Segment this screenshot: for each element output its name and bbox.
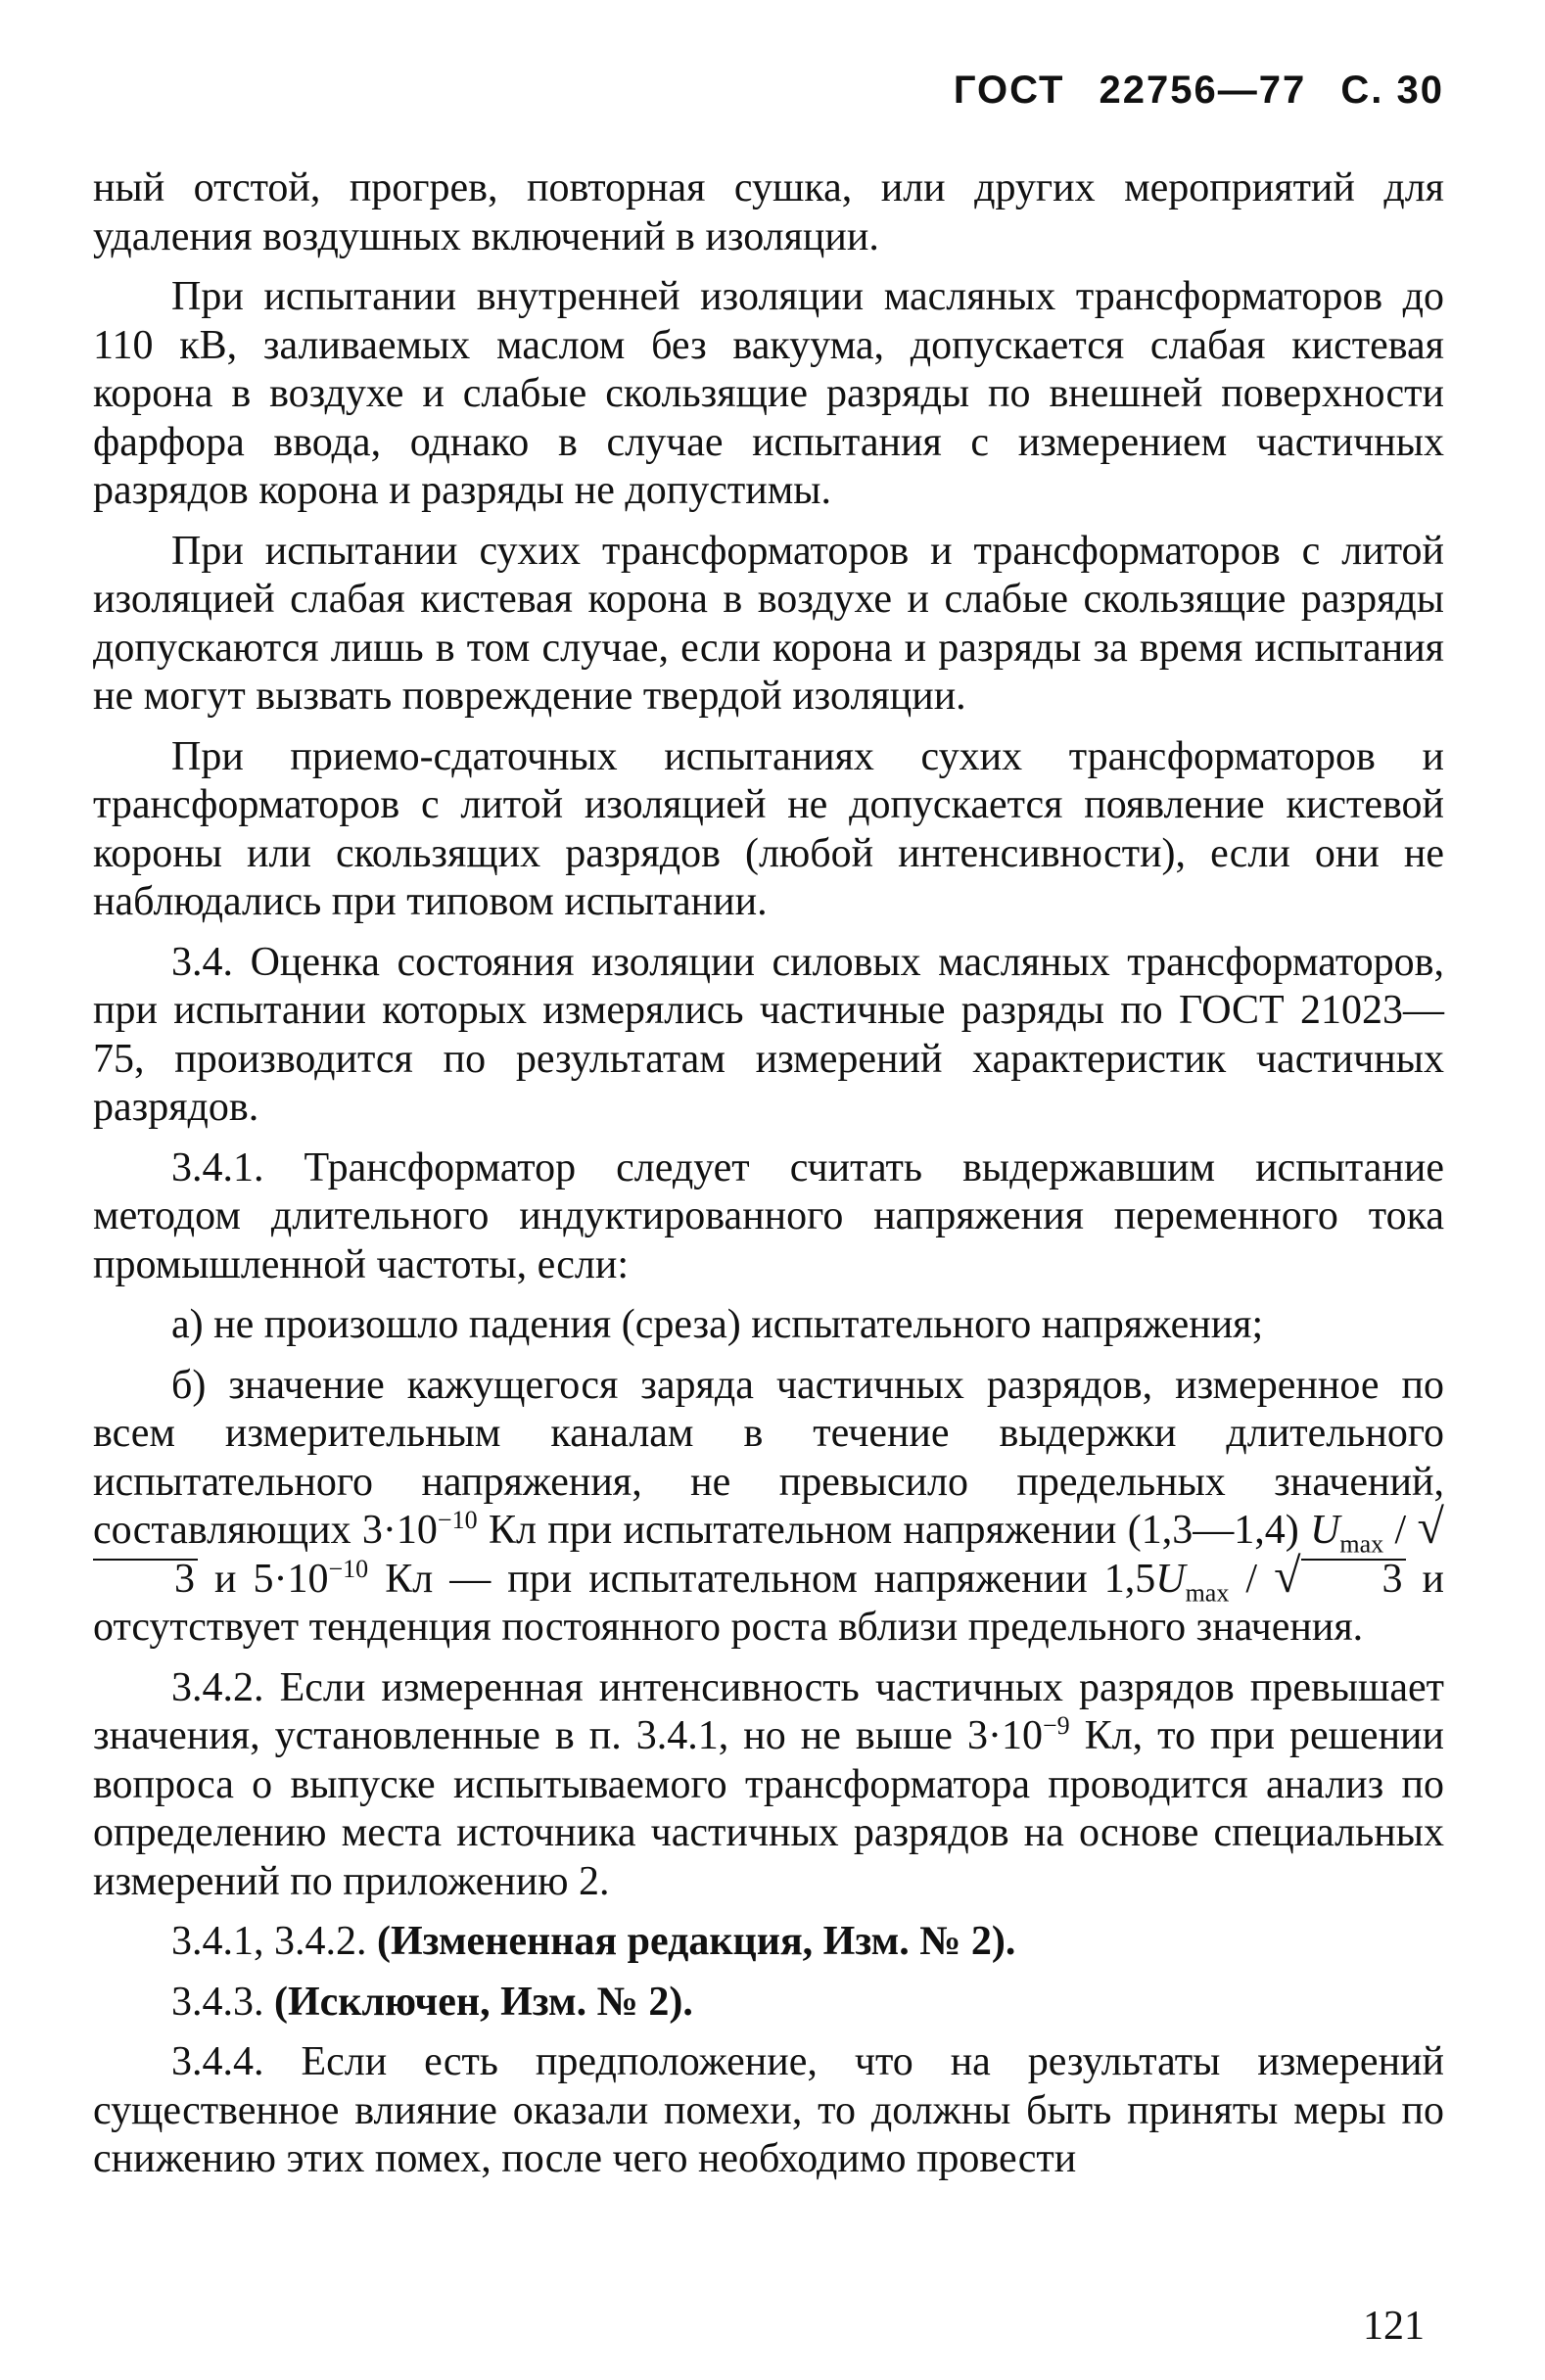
paragraph-3-4-2: 3.4.2. Если измеренная интенсивность частичных разрядов превышает значения, установленные в п. 3.4.1, но не выше $3\cdot 10^{-9}$ Кл, то при решении вопроса о выпуске испытываемого трансформатора проводится анализ по определению места источника частичных разрядов на основе специальных измерений по приложению 2. xyxy=(93,1664,1444,1904)
page-number: 121 xyxy=(1363,2304,1425,2349)
header-standard: ГОСТ xyxy=(953,69,1065,112)
paragraph-continuation: ный отстой, прогрев, повторная сушка, или других мероприятий для удаления воздушных включений в изоляции. xyxy=(93,165,1444,259)
paragraph-dry-transformers: При испытании сухих трансформаторов и трансформаторов с литой изоляцией слабая кистевая корона в воздухе и слабые скользящие разряды допускаются лишь в том случае, если корона и разряды за время испытания не могут вызвать повреждение твердой изоляции. xyxy=(93,528,1444,719)
body-text xyxy=(93,164,1444,2196)
paragraph-3-4: 3.4. Оценка состояния изоляции силовых масляных трансформаторов, при испытании которых измерялись частичные разряды по ГОСТ 21023—75, производится по результатам измерений характеристик частичных разрядов. xyxy=(93,939,1444,1130)
header-page-label: С. 30 xyxy=(1340,69,1444,112)
list-item-b: б) значение кажущегося заряда частичных разрядов, измеренное по всем измерительным каналам в течение выдержки длительного испытательного напряжения, не превысило предельных значений, составляющих $3\cdot 10^{-10}$ Кл при испытательном напряжении (1,3—1,4) $U_{max} / √3$ и $5\cdot 10^{-10}$ Кл — при испытательном напряжении $1,5U_{max}$ / √ 3 и отсутствует тенденция постоянного роста вблизи предельного значения. xyxy=(93,1362,1445,1650)
paragraph-amendment-note: 3.4.1, 3.4.2. (Измененная редакция, Изм. № 2). xyxy=(171,1919,1016,1964)
paragraph-3-4-1: 3.4.1. Трансформатор следует считать выдержавшим испытание методом длительного индуктированного напряжения переменного тока промышленной частоты, если: xyxy=(93,1144,1444,1287)
paragraph-3-4-3: 3.4.3. (Исключен, Изм. № 2). xyxy=(171,1979,693,2025)
paragraph-acceptance-tests: При приемо-сдаточных испытаниях сухих трансформаторов и трансформаторов с литой изоляцией не допускается появление кистевой короны или скользящих разрядов (любой интенсивности), если они не наблюдались при типовом испытании. xyxy=(93,733,1444,924)
header-number: 22756—77 xyxy=(1099,69,1307,112)
paragraph-oil-transformers: При испытании внутренней изоляции масляных трансформаторов до 110 кВ, заливаемых маслом без вакуума, допускается слабая кистевая корона в воздухе и слабые скользящие разряды по внешней поверхности фарфора ввода, однако в случае испытания с измерением частичных разрядов корона и разряды не допустимы. xyxy=(93,274,1444,513)
document-page xyxy=(93,69,1444,2350)
page-header xyxy=(932,69,1444,113)
list-item-a: а) не произошло падения (среза) испытательного напряжения; xyxy=(171,1302,1264,1347)
paragraph-3-4-4: 3.4.4. Если есть предположение, что на результаты измерений существенное влияние оказали помехи, то должны быть приняты меры по снижению этих помех, после чего необходимо провести xyxy=(93,2039,1444,2181)
